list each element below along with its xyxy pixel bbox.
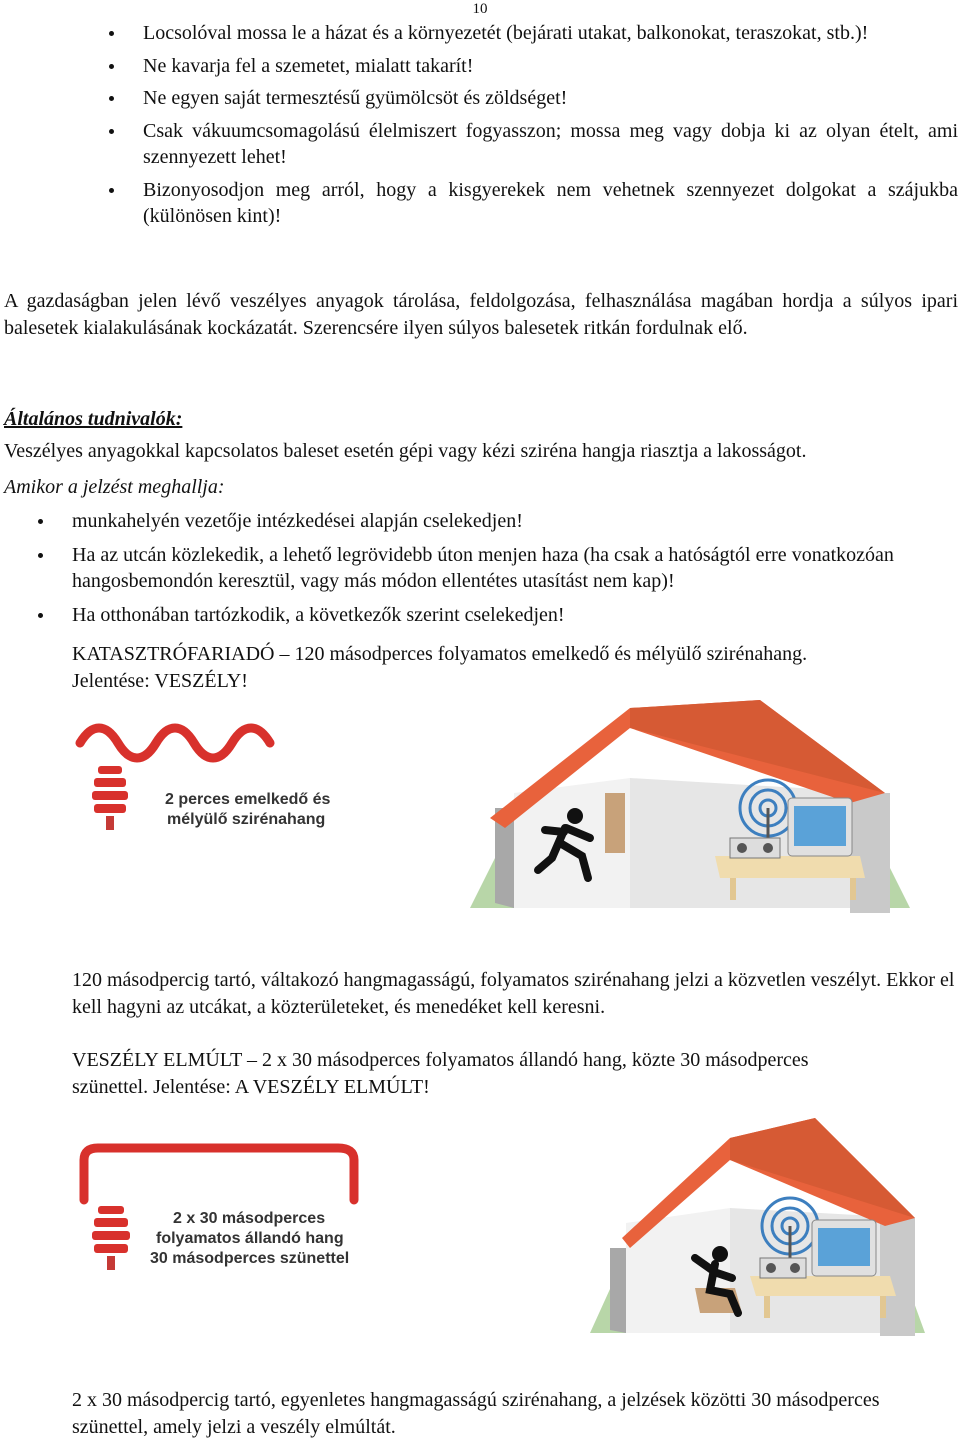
general-text: Veszélyes anyagokkal kapcsolatos baleset esetén gépi vagy kézi sziréna hangja riasztja a lakosságot.: [4, 440, 807, 462]
list-item: Ha otthonában tartózkodik, a következők szerint cselekedjen!: [72, 602, 958, 629]
allclear-title-line1: VESZÉLY ELMÚLT – 2 x 30 másodperces folyamatos állandó hang, közte 30 másodperces: [72, 1049, 809, 1071]
list-item: munkahelyén vezetője intézkedései alapján cselekedjen!: [72, 508, 958, 535]
signal-heading: Amikor a jelzést meghallja:: [4, 476, 225, 498]
allclear-description: 2 x 30 másodpercig tartó, egyenletes hangmagasságú szirénahang, a jelzések közötti 30 másodperces szünettel, amely jelzi a veszély elmúltát.: [72, 1389, 880, 1438]
alarm-title-line2: Jelentése: VESZÉLY!: [72, 669, 248, 692]
list-item: Bizonyosodjon meg arról, hogy a kisgyerekek nem vehetnek szennyezet dolgokat a szájukba (különösen kint)!: [143, 177, 958, 230]
allclear-label-line3: 30 másodperces szünettel: [150, 1250, 350, 1267]
alarm-title-line1: KATASZTRÓFARIADÓ – 120 másodperces folyamatos emelkedő és mélyülő szirénahang.: [72, 643, 808, 665]
list-item: Locsolóval mossa le a házat és a környezetét (bejárati utakat, balkonokat, teraszokat, stb.)!: [143, 20, 958, 47]
allclear-label-line1: 2 x 30 másodperces: [173, 1210, 326, 1227]
list-item: Ne egyen saját termesztésű gyümölcsöt és zöldséget!: [143, 85, 958, 112]
allclear-title: [72, 1047, 958, 1100]
precaution-list: [143, 20, 958, 236]
page-number: 10: [472, 1, 488, 17]
list-item: Csak vákuumcsomagolású élelmiszert fogyasszon; mossa meg vagy dobja ki az olyan ételt, ami szennyezett lehet!: [143, 118, 958, 171]
list-item: Ha az utcán közlekedik, a lehető legrövidebb úton menjen haza (ha csak a hatóságtól erre vonatkozóan hangosbemondón keresztül, vagy más módon ellentétes utasítást nem kap)!: [72, 542, 958, 595]
rising-falling-wave-icon: [80, 728, 270, 758]
siren-icon: [92, 1206, 130, 1270]
steady-tone-icon: [84, 1148, 354, 1200]
allclear-label-line2: folyamatos állandó hang: [156, 1230, 344, 1247]
alarm-description: 120 másodpercig tartó, váltakozó hangmagasságú, folyamatos szirénahang jelzi a közvetlen veszélyt. Ekkor el kell hagyni az utcákat, a közterületeket, és menedéket kell keresni.: [72, 969, 955, 1018]
alarm-illustration: [70, 698, 920, 918]
general-heading: Általános tudnivalók:: [4, 408, 183, 430]
intro-paragraph: A gazdaságban jelen lévő veszélyes anyagok tárolása, feldolgozása, felhasználása magában hordja a súlyos ipari balesetek kialakulásának kockázatát. Szerencsére ilyen súlyos balesetek ritkán fordulnak elő.: [4, 290, 958, 339]
alarm-label-line2: mélyülő szirénahang: [167, 811, 326, 828]
siren-icon: [92, 766, 128, 830]
alarm-label-line1: 2 perces emelkedő és: [165, 791, 331, 808]
signal-instructions-list: [72, 508, 958, 635]
allclear-illustration: [70, 1108, 930, 1368]
allclear-title-line2: szünettel. Jelentése: A VESZÉLY ELMÚLT!: [72, 1075, 430, 1098]
alarm-title: [72, 641, 958, 694]
list-item: Ne kavarja fel a szemetet, mialatt takarít!: [143, 53, 958, 80]
